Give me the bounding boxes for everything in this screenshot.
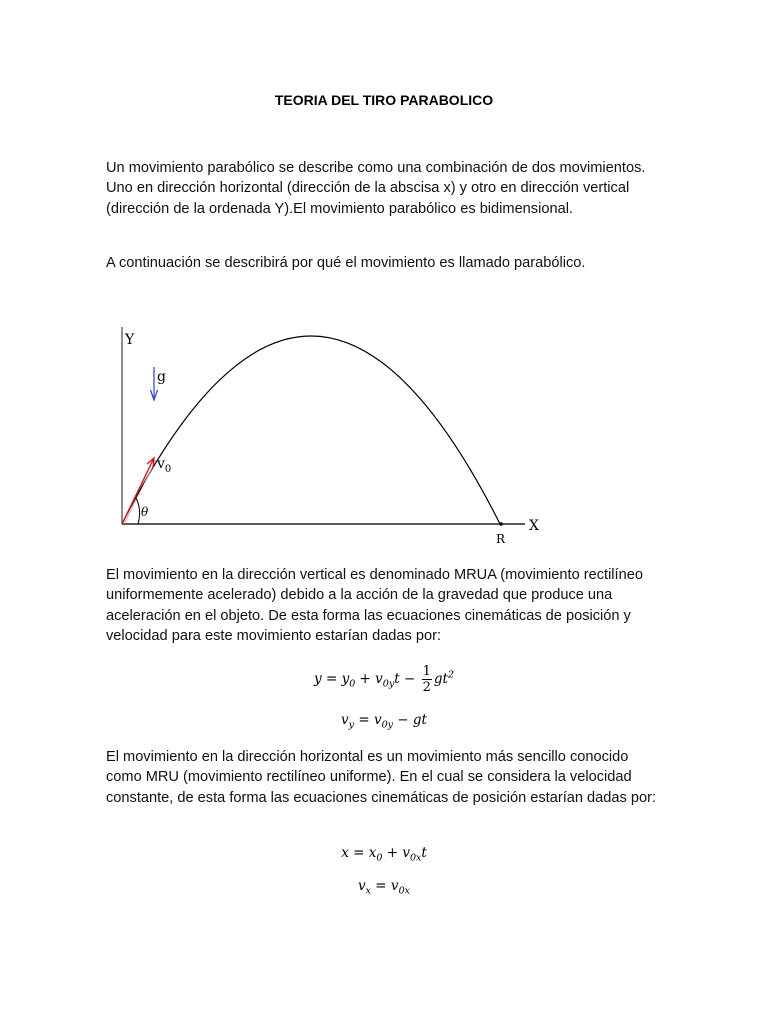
parabolic-trajectory: [122, 336, 500, 524]
document-title: TEORIA DEL TIRO PARABOLICO: [274, 92, 494, 108]
range-label: R: [496, 532, 506, 546]
range-point: [499, 522, 503, 526]
one-half-fraction: $\frac{1}{2}$: [422, 664, 431, 695]
velocity-label: $v_0$: [157, 456, 172, 475]
equation-horizontal-velocity: $v_x = v_{0x}$: [358, 878, 410, 897]
equation-vertical-velocity: $v_y = v_{0y}$ − gt: [341, 712, 427, 731]
equation-vertical-position: $y = y_0 + v_{0y}t$ − $\frac{1}{2}$ $gt^2$: [314, 664, 454, 695]
equation-horizontal-position: $x = x_0 + v_{0x}t$: [341, 845, 427, 864]
velocity-arrow: [122, 458, 154, 524]
gravity-label: g: [157, 369, 166, 385]
angle-arc: [136, 498, 140, 524]
intro-paragraph: Un movimiento parabólico se describe como una combinación de dos movimientos. Uno en dirección horizontal (dirección de la abscisa x) y otro en dirección vertical (dirección de la ordenada Y).El movimiento parabólico es bidimensional.: [106, 160, 646, 217]
horizontal-motion-paragraph: El movimiento en la dirección horizontal es un movimiento más sencillo conocido como MRU (movimiento rectilíneo uniforme). En el cual se considera la velocidad constante, de esta forma las ecuaciones cinemáticas de posición estarían dadas por:: [106, 749, 657, 806]
x-axis-label: X: [529, 518, 539, 534]
continuation-paragraph: A continuación se describirá por qué el movimiento es llamado parabólico.: [106, 255, 586, 271]
vertical-motion-paragraph: El movimiento en la dirección vertical es denominado MRUA (movimiento rectilíneo uniformemente acelerado) debido a la acción de la gravedad que produce una aceleración en el objeto. De esta forma las ecuaciones cinemáticas de posición y velocidad para este movimiento estarían dadas por:: [106, 567, 643, 644]
y-axis-label: Y: [125, 332, 135, 348]
angle-label: θ: [141, 505, 149, 519]
